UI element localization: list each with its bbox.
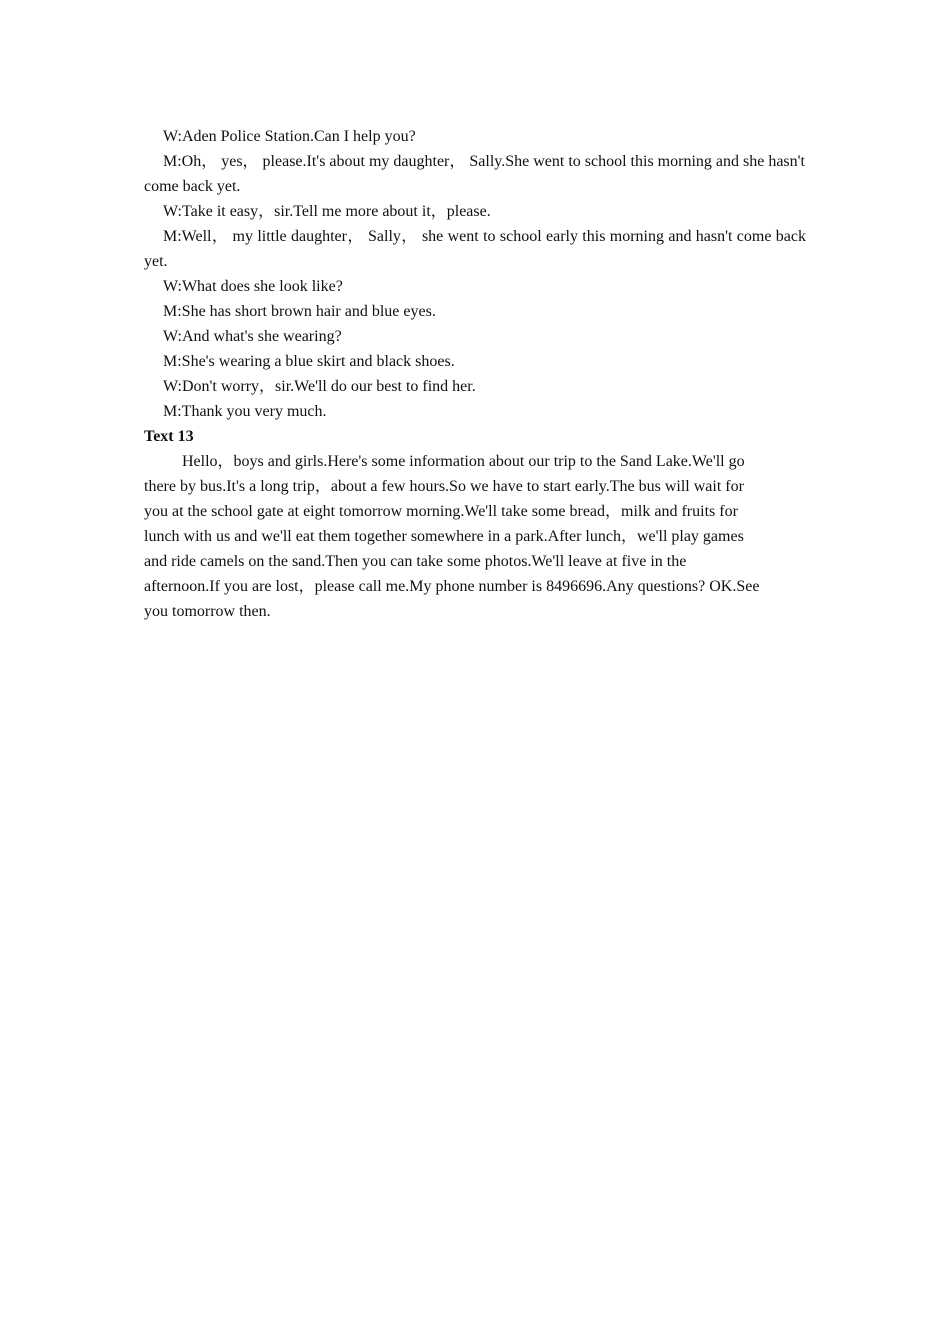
paragraph-line-1: Hello，boys and girls.Here's some information about our trip to the Sand Lake.We'll go (182, 453, 745, 470)
dialogue-line-9: W:Don't worry，sir.We'll do our best to find her. (163, 378, 476, 395)
paragraph-line-5: and ride camels on the sand.Then you can take some photos.We'll leave at five in the (144, 553, 687, 570)
text-13-paragraph (144, 449, 784, 624)
dialogue-line-3: W:Take it easy，sir.Tell me more about it，please. (163, 203, 491, 220)
paragraph-line-2: there by bus.It's a long trip，about a few hours.So we have to start early.The bus will wait for (144, 478, 744, 495)
dialogue-line-2-continued: come back yet. (144, 178, 241, 195)
dialogue-line-10: M:Thank you very much. (163, 403, 327, 420)
section-heading-text-13: Text 13 (144, 428, 194, 445)
dialogue-line-4: M:Well， my little daughter， Sally， she went to school early this morning and hasn't come back yet. (144, 228, 806, 270)
dialogue-line-7: W:And what's she wearing? (163, 328, 342, 345)
document-page (144, 124, 806, 624)
paragraph-line-6: afternoon.If you are lost，please call me.My phone number is 8496696.Any questions? OK.See (144, 578, 760, 595)
dialogue-line-6: M:She has short brown hair and blue eyes. (163, 303, 436, 320)
dialogue-line-1: W:Aden Police Station.Can I help you? (163, 128, 416, 145)
dialogue-line-2: M:Oh， yes， please.It's about my daughter， Sally.She went to school this morning and she hasn't (163, 153, 805, 170)
paragraph-line-3: you at the school gate at eight tomorrow morning.We'll take some bread，milk and fruits for (144, 503, 738, 520)
paragraph-line-4: lunch with us and we'll eat them together somewhere in a park.After lunch，we'll play games (144, 528, 744, 545)
dialogue-line-8: M:She's wearing a blue skirt and black shoes. (163, 353, 455, 370)
dialogue-line-5: W:What does she look like? (163, 278, 343, 295)
paragraph-line-7: you tomorrow then. (144, 603, 271, 620)
